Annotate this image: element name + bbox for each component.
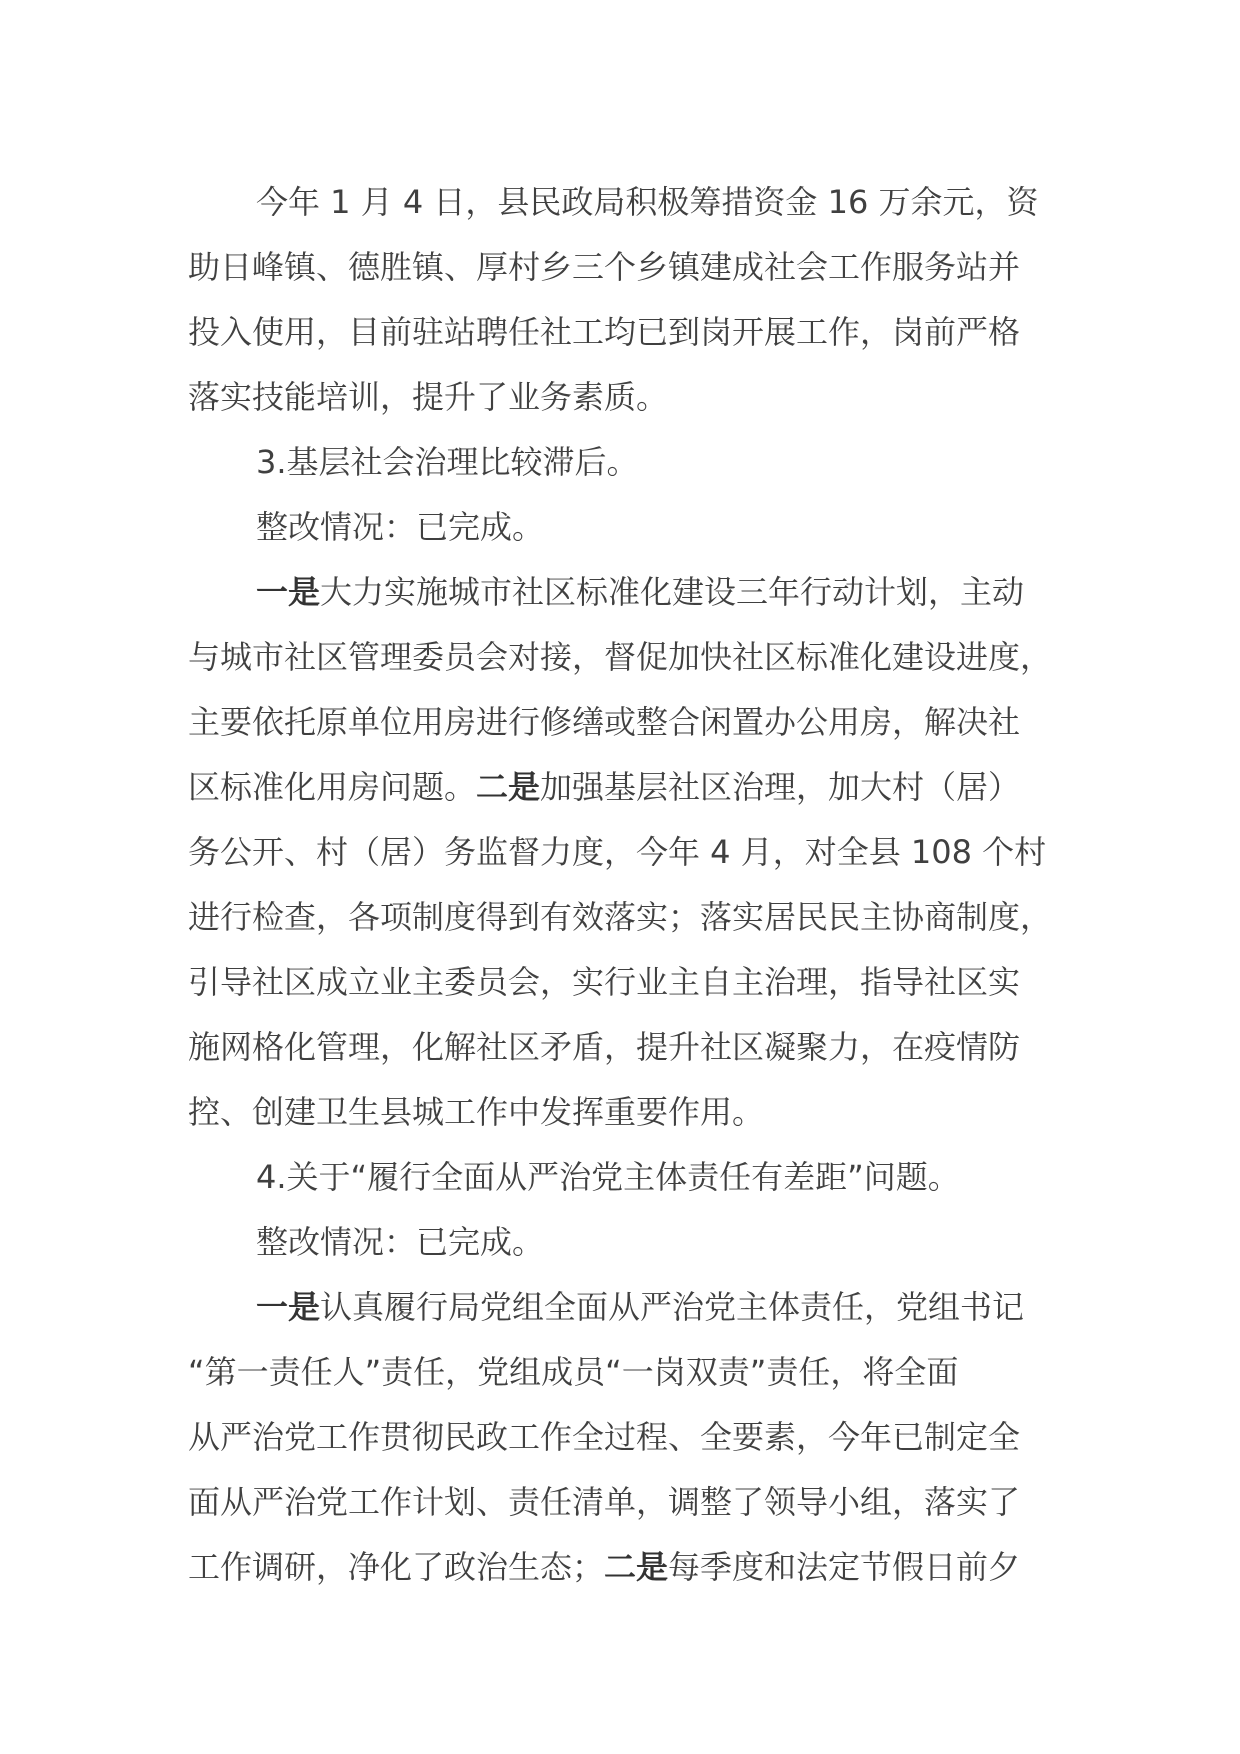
text-run: 落实技能培训，提升了业务素质。 [188, 378, 669, 416]
text-run: 进行检查，各项制度得到有效落实；落实居民民主协商制度， [188, 898, 1053, 936]
text-run: 从严治党工作贯彻民政工作全过程、全要素，今年已制定全 [188, 1418, 1021, 1456]
text-line [188, 1210, 1063, 1275]
text-line [188, 950, 1063, 1015]
paragraph-p3 [188, 495, 1063, 560]
text-line [188, 1340, 1063, 1405]
text-line [188, 1470, 1063, 1535]
text-run: “第一责任人”责任，党组成员“一岗双责”责任，将全面 [188, 1353, 959, 1391]
text-run: 加强基层社区治理，加大村（居） [540, 768, 1021, 806]
text-line [188, 1535, 1063, 1600]
text-line [188, 235, 1063, 300]
bold-lead-phrase: 二是 [476, 768, 541, 806]
text-line [188, 885, 1063, 950]
paragraph-p1 [188, 170, 1063, 430]
text-run: 每季度和法定节假日前夕 [668, 1548, 1021, 1586]
paragraph-p5 [188, 1145, 1063, 1210]
document-body [188, 170, 1063, 1600]
text-line [188, 820, 1063, 885]
text-run: 工作调研，净化了政治生态； [188, 1548, 605, 1586]
text-run: 务公开、村（居）务监督力度，今年 4 月，对全县 108 个村 [188, 833, 1047, 871]
bold-lead-phrase: 一是 [256, 573, 321, 611]
text-line [188, 1080, 1063, 1145]
text-line [188, 1145, 1063, 1210]
paragraph-p4 [188, 560, 1063, 1145]
text-run: 面从严治党工作计划、责任清单，调整了领导小组，落实了 [188, 1483, 1021, 1521]
text-line [188, 170, 1063, 235]
bold-lead-phrase: 一是 [256, 1288, 321, 1326]
text-run: 控、创建卫生县城工作中发挥重要作用。 [188, 1093, 765, 1131]
text-line [188, 1275, 1063, 1340]
text-run: 助日峰镇、德胜镇、厚村乡三个乡镇建成社会工作服务站并 [188, 248, 1021, 286]
text-line [188, 1015, 1063, 1080]
text-run: 引导社区成立业主委员会，实行业主自主治理，指导社区实 [188, 963, 1021, 1001]
text-line [188, 300, 1063, 365]
text-line [188, 430, 1063, 495]
text-line [188, 1405, 1063, 1470]
paragraph-p7 [188, 1275, 1063, 1600]
text-run: 施网格化管理，化解社区矛盾，提升社区凝聚力，在疫情防 [188, 1028, 1021, 1066]
text-line [188, 690, 1063, 755]
paragraph-p2 [188, 430, 1063, 495]
bold-lead-phrase: 二是 [604, 1548, 669, 1586]
text-line [188, 495, 1063, 560]
text-run: 整改情况：已完成。 [256, 508, 545, 546]
paragraph-p6 [188, 1210, 1063, 1275]
text-line [188, 365, 1063, 430]
text-line [188, 755, 1063, 820]
text-run: 今年 1 月 4 日，县民政局积极筹措资金 16 万余元，资 [256, 183, 1039, 221]
text-run: 投入使用，目前驻站聘任社工均已到岗开展工作，岗前严格 [188, 313, 1021, 351]
text-run: 整改情况：已完成。 [256, 1223, 545, 1261]
text-run: 认真履行局党组全面从严治党主体责任，党组书记 [320, 1288, 1025, 1326]
text-run: 4.关于“履行全面从严治党主体责任有差距”问题。 [256, 1158, 960, 1196]
text-line [188, 560, 1063, 625]
text-run: 3.基层社会治理比较滞后。 [256, 443, 639, 481]
text-run: 区标准化用房问题。 [188, 768, 477, 806]
text-line [188, 625, 1063, 690]
text-run: 与城市社区管理委员会对接，督促加快社区标准化建设进度， [188, 638, 1053, 676]
text-run: 主要依托原单位用房进行修缮或整合闲置办公用房，解决社 [188, 703, 1021, 741]
text-run: 大力实施城市社区标准化建设三年行动计划，主动 [320, 573, 1025, 611]
